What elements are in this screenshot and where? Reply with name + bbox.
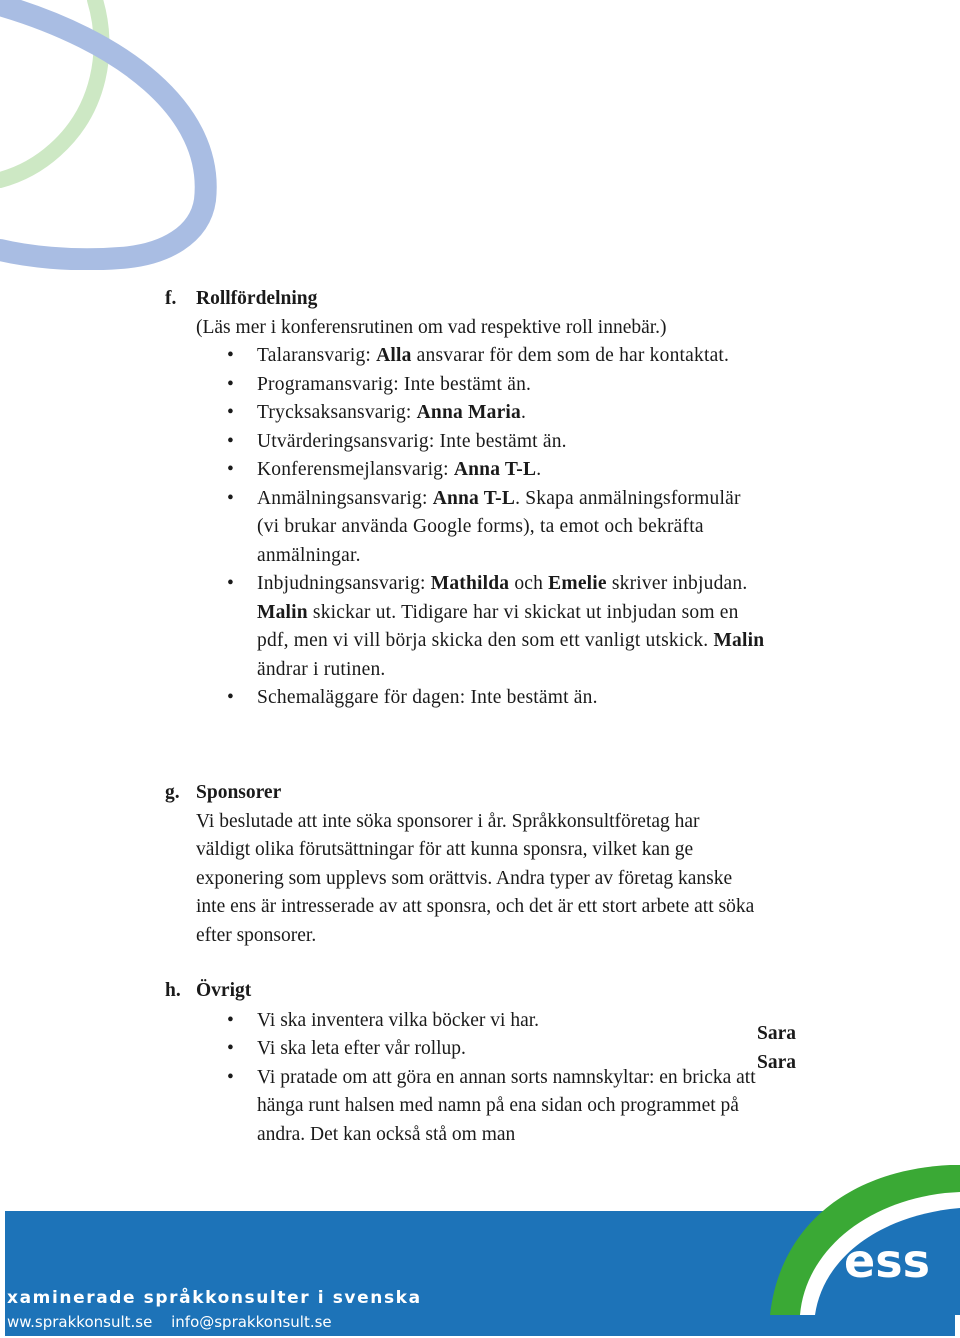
bullet-text: Schemaläggare för dagen: Inte bestämt än.	[257, 687, 598, 708]
bullet-list-roles	[165, 342, 765, 713]
section-letter: g.	[165, 782, 180, 803]
bold-name: Malin	[713, 630, 765, 651]
website-link[interactable]: ww.sprakkonsult.se	[7, 1313, 153, 1331]
bullet-dot-icon: •	[227, 1038, 234, 1059]
bold-name: Anna Maria	[416, 402, 521, 423]
bullet-item	[165, 428, 765, 457]
bold-name: Anna T-L	[453, 459, 537, 480]
bold-name: Mathilda	[430, 573, 510, 594]
bullet-item	[165, 399, 765, 428]
bullet-item	[165, 1064, 760, 1150]
section-rollfordelning	[165, 285, 765, 713]
footer-contacts	[7, 1313, 346, 1331]
bullet-dot-icon: •	[227, 687, 235, 708]
logo-text: ess	[844, 1234, 930, 1288]
section-ovrigt	[165, 977, 765, 1149]
bullet-item	[165, 1035, 760, 1064]
responsible-names	[757, 1020, 796, 1077]
bullet-item	[165, 485, 765, 571]
bullet-item	[165, 342, 765, 371]
bullet-text: . Skapa anmälningsformulär (vi brukar använda Google forms), ta emot och bekräfta anmälningar.	[257, 487, 741, 566]
responsible-name: Sara	[757, 1051, 796, 1073]
bullet-text: Vi pratade om att göra en annan sorts namnskyltar: en bricka att hänga runt halsen med namn på ena sidan och programmet på andra. Det kan också stå om man	[257, 1066, 756, 1145]
bullet-dot-icon: •	[227, 573, 235, 594]
section-title: Övrigt	[196, 980, 252, 1001]
section-heading	[165, 779, 765, 808]
bullet-dot-icon: •	[227, 345, 235, 366]
bullet-text: Utvärderingsansvarig: Inte bestämt än.	[257, 430, 567, 452]
section-letter: f.	[165, 288, 177, 309]
bullet-text: Trycksaksansvarig:	[257, 402, 417, 423]
bullet-text: Anmälningsansvarig:	[257, 487, 433, 509]
bullet-item	[165, 371, 765, 400]
bullet-dot-icon: •	[227, 487, 235, 509]
ess-logo	[760, 1165, 960, 1315]
bullet-text: .	[536, 459, 542, 480]
bullet-dot-icon: •	[227, 1009, 234, 1031]
section-sponsorer	[165, 779, 765, 950]
footer-tagline: xaminerade språkkonsulter i svenska	[7, 1288, 422, 1308]
bullet-text: ansvarar för dem som de har kontaktat.	[411, 345, 730, 366]
section-heading	[165, 285, 765, 314]
bullet-dot-icon: •	[227, 402, 235, 423]
bullet-text: och	[509, 573, 549, 594]
decorative-swoosh	[0, 0, 260, 270]
bullet-text: skickar ut. Tidigare har vi skickat ut inbjudan som en pdf, men vi vill börja skicka den som ett vanligt utskick.	[257, 601, 739, 651]
bullet-text: Vi ska leta efter vår rollup.	[257, 1038, 466, 1059]
bullet-dot-icon: •	[227, 430, 235, 452]
bold-name: Malin	[257, 601, 308, 623]
bullet-text: .	[521, 402, 527, 423]
bullet-item	[165, 1007, 760, 1036]
bullet-text: skriver inbjudan.	[606, 573, 748, 594]
section-title: Sponsorer	[196, 782, 282, 803]
bold-name: Anna T-L	[432, 487, 516, 509]
section-intro: (Läs mer i konferensrutinen om vad respektive roll innebär.)	[196, 316, 667, 338]
bullet-list-misc	[165, 1007, 760, 1150]
bullet-item	[165, 456, 765, 485]
bullet-text: Inbjudningsansvarig:	[257, 573, 431, 594]
bullet-text: Konferensmejlansvarig:	[257, 459, 454, 480]
section-letter: h.	[165, 980, 181, 1001]
bullet-text: ändrar i rutinen.	[257, 658, 386, 680]
section-heading	[165, 977, 765, 1006]
bold-name: Alla	[376, 345, 412, 366]
bullet-text: Talaransvarig:	[257, 345, 377, 366]
section-title: Rollfördelning	[196, 288, 318, 309]
section-paragraph: Vi beslutade att inte söka sponsorer i år. Språkkonsultföretag har väldigt olika förutsättningar för att kunna sponsra, vilket kan ge exponering som upplevs som orättvis. Andra typer av företag kanske inte ens är intresserade av att sponsra, och det är ett stort arbete att söka efter sponsorer.	[196, 810, 755, 946]
bullet-dot-icon: •	[227, 373, 235, 395]
bullet-text: Programansvarig: Inte bestämt än.	[257, 373, 532, 395]
email-link[interactable]: info@sprakkonsult.se	[171, 1313, 332, 1331]
bold-name: Emelie	[548, 573, 607, 594]
bullet-text: Vi ska inventera vilka böcker vi har.	[257, 1009, 540, 1031]
bullet-dot-icon: •	[227, 459, 235, 480]
bullet-dot-icon: •	[227, 1066, 234, 1088]
bullet-item	[165, 570, 765, 684]
bullet-item	[165, 684, 765, 713]
responsible-name: Sara	[757, 1023, 796, 1044]
